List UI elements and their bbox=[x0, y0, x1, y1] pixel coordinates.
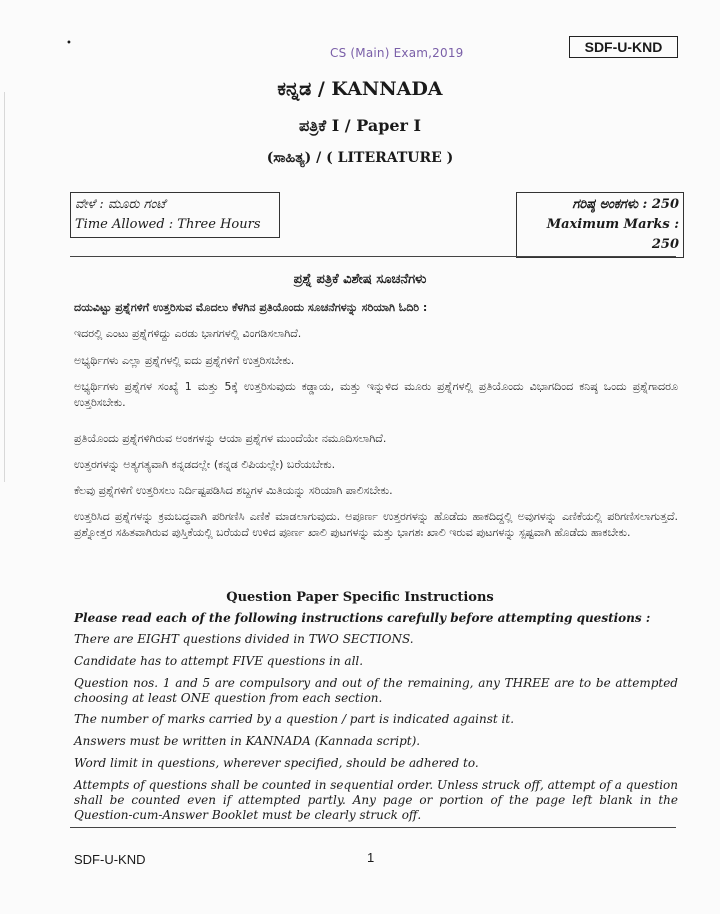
top-divider bbox=[70, 256, 676, 257]
footer-paper-code: SDF-U-KND bbox=[74, 852, 146, 867]
english-instruction-4: The number of marks carried by a question / part is indicated against it. bbox=[74, 712, 515, 726]
english-instruction-2: Candidate has to attempt FIVE questions in all. bbox=[74, 654, 364, 668]
time-allowed-english: Time Allowed : Three Hours bbox=[75, 217, 261, 232]
kannada-instruction-2: ಅಭ್ಯರ್ಥಿಗಳು ಎಲ್ಲಾ ಪ್ರಶ್ನೆಗಳಲ್ಲಿ ಐದು ಪ್ರಶ್ನೆಗಳಿಗೆ ಉತ್ತರಿಸಬೇಕು. bbox=[74, 354, 295, 367]
exam-stamp: CS (Main) Exam,2019 bbox=[330, 46, 464, 60]
paper-code-box: SDF-U-KND bbox=[569, 36, 678, 58]
subject-title: (ಸಾಹಿತ್ಯ) / ( LITERATURE ) bbox=[266, 150, 454, 166]
corner-mark: • bbox=[66, 38, 72, 49]
english-instructions-title: Question Paper Specific Instructions bbox=[226, 590, 494, 605]
kannada-instruction-7: ಉತ್ತರಿಸಿದ ಪ್ರಶ್ನೆಗಳನ್ನು ಕ್ರಮಬದ್ಧವಾಗಿ ಪರಿಗಣಿಸಿ ಎಣಿಕೆ ಮಾಡಲಾಗುವುದು. ಅಪೂರ್ಣ ಉತ್ತರಗಳನ್ನು ಹೊಡೆದು ಹಾಕದಿದ್ದಲ್ಲಿ ಅವುಗಳನ್ನು ಎಣಿಕೆಯಲ್ಲಿ ಪರಿಗಣಿಸಲಾಗುತ್ತದೆ. ಪ್ರಶ್ನೋತ್ತರ ಸಹಿತವಾಗಿರುವ ಪುಸ್ತಿಕೆಯಲ್ಲಿ ಬರೆಯದೆ ಉಳಿದ ಪೂರ್ಣ ಖಾಲಿ ಪುಟಗಳನ್ನು ಮತ್ತು ಭಾಗಶಃ ಖಾಲಿ ಇರುವ ಪುಟಗಳನ್ನು ಸ್ಪಷ್ಟವಾಗಿ ಹೊಡೆದು ಹಾಕಬೇಕು. bbox=[74, 510, 678, 539]
english-instruction-6: Word limit in questions, wherever specified, should be adhered to. bbox=[74, 756, 479, 770]
bottom-divider bbox=[70, 827, 676, 828]
english-instruction-7: Attempts of questions shall be counted in sequential order. Unless struck off, attempt of a question shall be counted even if attempted partly. Any page or portion of the page left blank in the Question-cum-Answer Booklet must be clearly struck off. bbox=[74, 778, 678, 822]
time-allowed-box bbox=[70, 192, 280, 238]
maximum-marks-box bbox=[516, 192, 684, 258]
maximum-marks-english: Maximum Marks : 250 bbox=[546, 217, 679, 252]
kannada-instruction-3: ಅಭ್ಯರ್ಥಿಗಳು ಪ್ರಶ್ನೆಗಳ ಸಂಖ್ಯೆ 1 ಮತ್ತು 5ಕ್ಕೆ ಉತ್ತರಿಸುವುದು ಕಡ್ಡಾಯ, ಮತ್ತು ಇನ್ನುಳಿದ ಮೂರು ಪ್ರಶ್ನೆಗಳಲ್ಲಿ ಪ್ರತಿಯೊಂದು ವಿಭಾಗದಿಂದ ಕನಿಷ್ಠ ಒಂದು ಪ್ರಶ್ನೆಗಾದರೂ ಉತ್ತರಿಸಬೇಕು. bbox=[74, 380, 678, 409]
kannada-instruction-5: ಉತ್ತರಗಳನ್ನು ಅತ್ಯಗತ್ಯವಾಗಿ ಕನ್ನಡದಲ್ಲೇ (ಕನ್ನಡ ಲಿಪಿಯಲ್ಲೇ) ಬರೆಯಬೇಕು. bbox=[74, 458, 336, 471]
kannada-instructions-lead: ದಯವಿಟ್ಟು ಪ್ರಶ್ನೆಗಳಿಗೆ ಉತ್ತರಿಸುವ ಮೊದಲು ಕೆಳಗಿನ ಪ್ರತಿಯೊಂದು ಸೂಚನೆಗಳನ್ನು ಸರಿಯಾಗಿ ಓದಿರಿ : bbox=[74, 301, 428, 314]
kannada-instruction-4: ಪ್ರತಿಯೊಂದು ಪ್ರಶ್ನೆಗಳಿಗಿರುವ ಅಂಕಗಳನ್ನು ಆಯಾ ಪ್ರಶ್ನೆಗಳ ಮುಂದೆಯೇ ನಮೂದಿಸಲಾಗಿದೆ. bbox=[74, 432, 387, 445]
english-instruction-5: Answers must be written in KANNADA (Kannada script). bbox=[74, 734, 421, 748]
english-instruction-3: Question nos. 1 and 5 are compulsory and out of the remaining, any THREE are to be attempted choosing at least ONE question from each section. bbox=[74, 676, 678, 705]
english-instruction-1: There are EIGHT questions divided in TWO SECTIONS. bbox=[74, 632, 414, 646]
kannada-instructions-title: ಪ್ರಶ್ನೆ ಪತ್ರಿಕೆ ವಿಶೇಷ ಸೂಚನೆಗಳು bbox=[293, 272, 427, 287]
kannada-instruction-6: ಕೆಲವು ಪ್ರಶ್ನೆಗಳಿಗೆ ಉತ್ತರಿಸಲು ನಿರ್ದಿಷ್ಟಪಡಿಸಿದ ಶಬ್ದಗಳ ಮಿತಿಯನ್ನು ಸರಿಯಾಗಿ ಪಾಲಿಸಬೇಕು. bbox=[74, 484, 393, 497]
time-allowed-kannada: ವೇಳೆ : ಮೂರು ಗಂಟೆ bbox=[75, 197, 166, 212]
language-title: ಕನ್ನಡ / KANNADA bbox=[277, 78, 443, 100]
paper-title: ಪತ್ರಿಕೆ I / Paper I bbox=[298, 116, 422, 135]
maximum-marks-kannada: ಗರಿಷ್ಠ ಅಂಕಗಳು : 250 bbox=[572, 197, 679, 212]
kannada-instruction-1: ಇದರಲ್ಲಿ ಎಂಟು ಪ್ರಶ್ನೆಗಳಿದ್ದು ಎರಡು ಭಾಗಗಳಲ್ಲಿ ವಿಂಗಡಿಸಲಾಗಿದೆ. bbox=[74, 327, 302, 340]
page-number: 1 bbox=[367, 850, 375, 865]
english-instructions-lead: Please read each of the following instructions carefully before attempting questions : bbox=[74, 611, 651, 625]
